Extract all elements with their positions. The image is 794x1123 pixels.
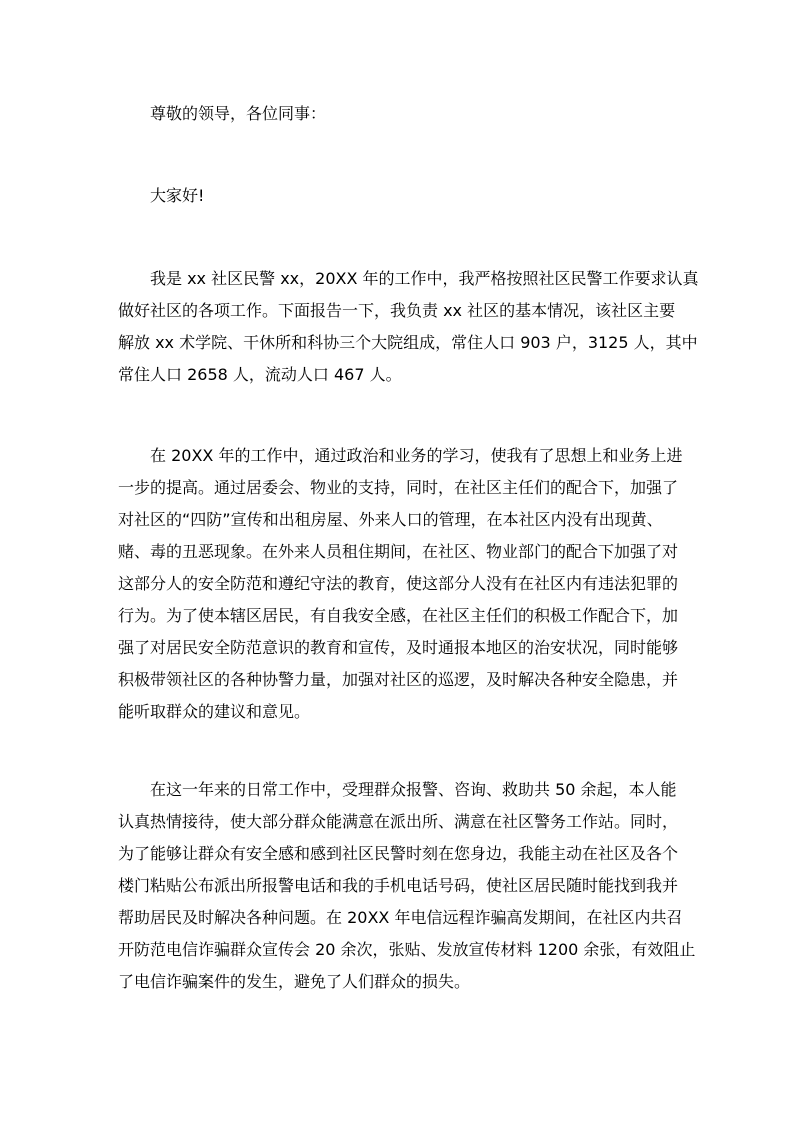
paragraph-line: 做好社区的各项工作。下面报告一下，我负责 xx 社区的基本情况，该社区主要 [118,301,676,320]
paragraph-line: 楼门粘贴公布派出所报警电话和我的手机电话号码，使社区居民随时能找到我并 [118,876,679,895]
paragraph-line: 常住人口 2658 人，流动人口 467 人。 [118,365,402,384]
greeting: 大家好! [150,186,205,205]
paragraph-line: 对社区的“四防”宣传和出租房屋、外来人口的管理，在本社区内没有出现黄、 [118,510,663,529]
paragraph-line: 解放 xx 术学院、干休所和科协三个大院组成，常住人口 903 户，3125 人，其中 [118,333,698,352]
paragraph-line: 能听取群众的建议和意见。 [118,702,311,721]
paragraph-line: 这部分人的安全防范和遵纪守法的教育，使这部分人没有在社区内有违法犯罪的 [118,574,679,593]
paragraph-line: 赌、毒的丑恶现象。在外来人员租住期间，在社区、物业部门的配合下加强了对 [118,542,679,561]
paragraph-line: 帮助居民及时解决各种问题。在 20XX 年电信远程诈骗高发期间，在社区内共召 [118,908,683,927]
paragraph-line: 在这一年来的日常工作中，受理群众报警、咨询、救助共 50 余起，本人能 [150,780,677,799]
paragraph-line: 了电信诈骗案件的发生，避免了人们群众的损失。 [118,972,471,991]
paragraph-line: 开防范电信诈骗群众宣传会 20 余次，张贴、发放宣传材料 1200 余张，有效阻止 [118,940,696,959]
salutation: 尊敬的领导，各位同事： [150,104,327,123]
paragraph-line: 积极带领社区的各种协警力量，加强对社区的巡逻，及时解决各种安全隐患，并 [118,670,679,689]
paragraph-line: 在 20XX 年的工作中，通过政治和业务的学习，使我有了思想上和业务上进 [150,446,683,465]
paragraph-line: 行为。为了使本辖区居民，有自我安全感，在社区主任们的积极工作配合下，加 [118,606,679,625]
paragraph-line: 强了对居民安全防范意识的教育和宣传，及时通报本地区的治安状况，同时能够 [118,638,679,657]
paragraph-line: 为了能够让群众有安全感和感到社区民警时刻在您身边，我能主动在社区及各个 [118,844,679,863]
paragraph-line: 一步的提高。通过居委会、物业的支持，同时，在社区主任们的配合下，加强了 [118,478,679,497]
paragraph-line: 我是 xx 社区民警 xx，20XX 年的工作中，我严格按照社区民警工作要求认真 [150,269,699,288]
paragraph-line: 认真热情接待，使大部分群众能满意在派出所、满意在社区警务工作站。同时， [118,812,679,831]
